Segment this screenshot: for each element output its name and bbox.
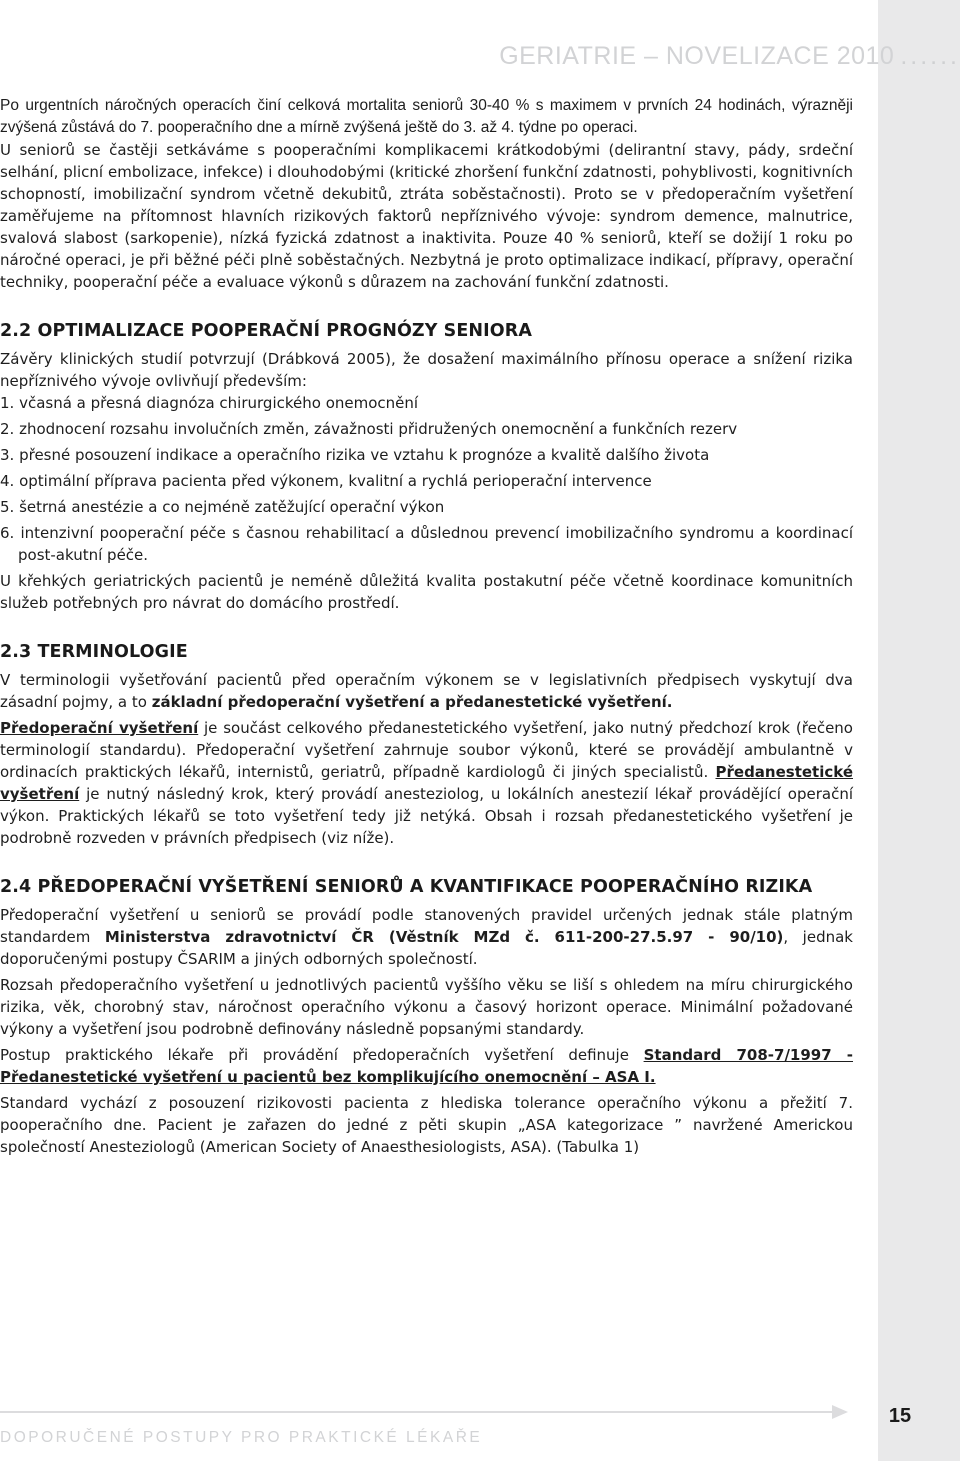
standard-text: Předoperační vyšetření u seniorů se provádí podle stanovených pravidel určených jednak stále platným standardem [0, 906, 853, 946]
footer-rule [0, 1411, 838, 1413]
procedure-text: Postup praktického lékaře při provádění předoperačních vyšetření definuje [0, 1046, 644, 1064]
footer-title: DOPORUČENÉ POSTUPY PRO PRAKTICKÉ LÉKAŘE [0, 1429, 483, 1446]
terminology-bold: základní předoperační vyšetření a předanestetické vyšetření. [151, 693, 673, 711]
list-item: 2. zhodnocení rozsahu involučních změn, závažnosti přidružených onemocnění a funkčních rezerv [0, 420, 738, 438]
page-content [0, 95, 853, 1158]
list-item: 6. intenzivní pooperační péče s časnou rehabilitací a důslednou prevencí imobilizačního syndromu a koordinací post-akutní péče. [0, 524, 853, 564]
procedure-paragraph [0, 1044, 853, 1088]
list-item: 3. přesné posouzení indikace a operačního rizika ve vztahu k prognóze a kvalitě dalšího života [0, 446, 710, 464]
standard-text-end: , jednak doporučenými postupy ČSARIM a jiných odborných společností. [0, 928, 853, 968]
intro-paragraph: Po urgentních náročných operacích činí celková mortalita seniorů 30-40 % s maximem v prvních 24 hodinách, výrazněji zvýšená zůstává do 7. pooperačního dne a mírně zvýšená ještě do 3. až 4. týdne po operaci. [0, 97, 853, 136]
section-2-2-intro: Závěry klinických studií potvrzují (Drábková 2005), že dosažení maximálního přínosu operace a snížení rizika nepříznivého vývoje ovlivňují především: [0, 350, 853, 390]
list-item: 4. optimální příprava pacienta před výkonem, kvalitní a rychlá perioperační intervence [0, 472, 652, 490]
definition-text: je součást celkového předanestetického vyšetření, jako nutný předchozí krok (řečeno terminologií standardu). Předoperační vyšetření zahrnuje soubor výkonů, které se provádějí ambulantně v ordinacích praktických lékařů, internistů, geriatrů, případně kardiologů či jiných specialistů. [0, 719, 853, 781]
section-heading-2-3: 2.3 TERMINOLOGIE [0, 642, 188, 662]
scope-paragraph: Rozsah předoperačního vyšetření u jednotlivých pacientů vyššího věku se liší s ohledem na míru chirurgického rizika, věk, chorobný stav, náročnost operačního výkonu a časový horizont operace. Minimální požadované výkony a vyšetření jsou podrobně definovány následně popsanými standardy. [0, 976, 853, 1038]
terminology-paragraph [0, 669, 853, 713]
prognosis-factors-list [0, 392, 853, 566]
asa-paragraph: Standard vychází z posouzení rizikovosti pacienta z hlediska tolerance operačního výkonu a přežití 7. pooperačního dne. Pacient je zařazen do jedné z pěti skupin „ASA kategorizace ” navržené Americkou společností Anesteziologů (American Society of Anaesthesiologists, ASA). (Tabulka 1) [0, 1094, 853, 1156]
term-predanesteticke: Předanestetické vyšetření [0, 763, 853, 803]
definitions-paragraph [0, 717, 853, 849]
section-heading-2-4: 2.4 PŘEDOPERAČNÍ VYŠETŘENÍ SENIORŮ A KVANTIFIKACE POOPERAČNÍHO RIZIKA [0, 877, 813, 897]
ministry-reference: Ministerstva zdravotnictví ČR (Věstník MZd č. 611-200-27.5.97 - 90/10) [104, 928, 784, 946]
definition-text-end: je nutný následný krok, který provádí anesteziolog, u lokálních anestezií lékař provádějící operační výkon. Praktických lékařů se toto vyšetření tedy již netýká. Obsah i rozsah předanestetického vyšetření je podrobně rozveden v právních předpisech (viz níže). [0, 785, 853, 847]
footer-arrow-icon [832, 1405, 848, 1419]
section-heading-2-2: 2.2 OPTIMALIZACE POOPERAČNÍ PROGNÓZY SENIORA [0, 321, 532, 341]
page-number: 15 [888, 1405, 912, 1427]
section-2-2-closing: U křehkých geriatrických pacientů je neméně důležitá kvalita postakutní péče včetně koordinace komunitních služeb potřebných pro návrat do domácího prostředí. [0, 572, 853, 612]
list-item: 5. šetrná anestézie a co nejméně zatěžující operační výkon [0, 498, 445, 516]
standard-708-reference: Standard 708-7/1997 - Předanestetické vyšetření u pacientů bez komplikujícího onemocnění – ASA I. [0, 1046, 853, 1086]
side-band [878, 0, 960, 1461]
header-dots: ...... [900, 42, 960, 70]
term-predoperacni: Předoperační vyšetření [0, 719, 199, 737]
standard-paragraph [0, 904, 853, 970]
list-item: 1. včasná a přesná diagnóza chirurgického onemocnění [0, 394, 419, 412]
running-header [440, 42, 960, 71]
terminology-text: V terminologii vyšetřování pacientů před operačním výkonem se v legislativních předpisech vyskytují dva zásadní pojmy, a to [0, 671, 853, 711]
complications-paragraph: U seniorů se častěji setkáváme s pooperačními komplikacemi krátkodobými (delirantní stavy, pády, srdeční selhání, plicní embolizace, infekce) i dlouhodobými (kritické zhoršení funkční zdatnosti, pohyblivosti, kognitivních schopností, imobilizační syndrom včetně dekubitů, ztráta soběstačnosti). Proto se v předoperačním vyšetření zaměřujeme na přítomnost hlavních rizikových faktorů nepříznivého vývoje: syndrom demence, malnutrice, svalová slabost (sarkopenie), nízká fyzická zdatnost a inaktivita. Pouze 40 % seniorů, kteří se dožijí 1 roku po náročné operaci, je při běžné péči plně soběstačných. Nezbytná je proto optimalizace indikací, přípravy, operační techniky, pooperační péče a evaluace výkonů s důrazem na zachování funkční zdatnosti. [0, 141, 853, 291]
header-title: GERIATRIE – NOVELIZACE 2010 [499, 42, 895, 70]
